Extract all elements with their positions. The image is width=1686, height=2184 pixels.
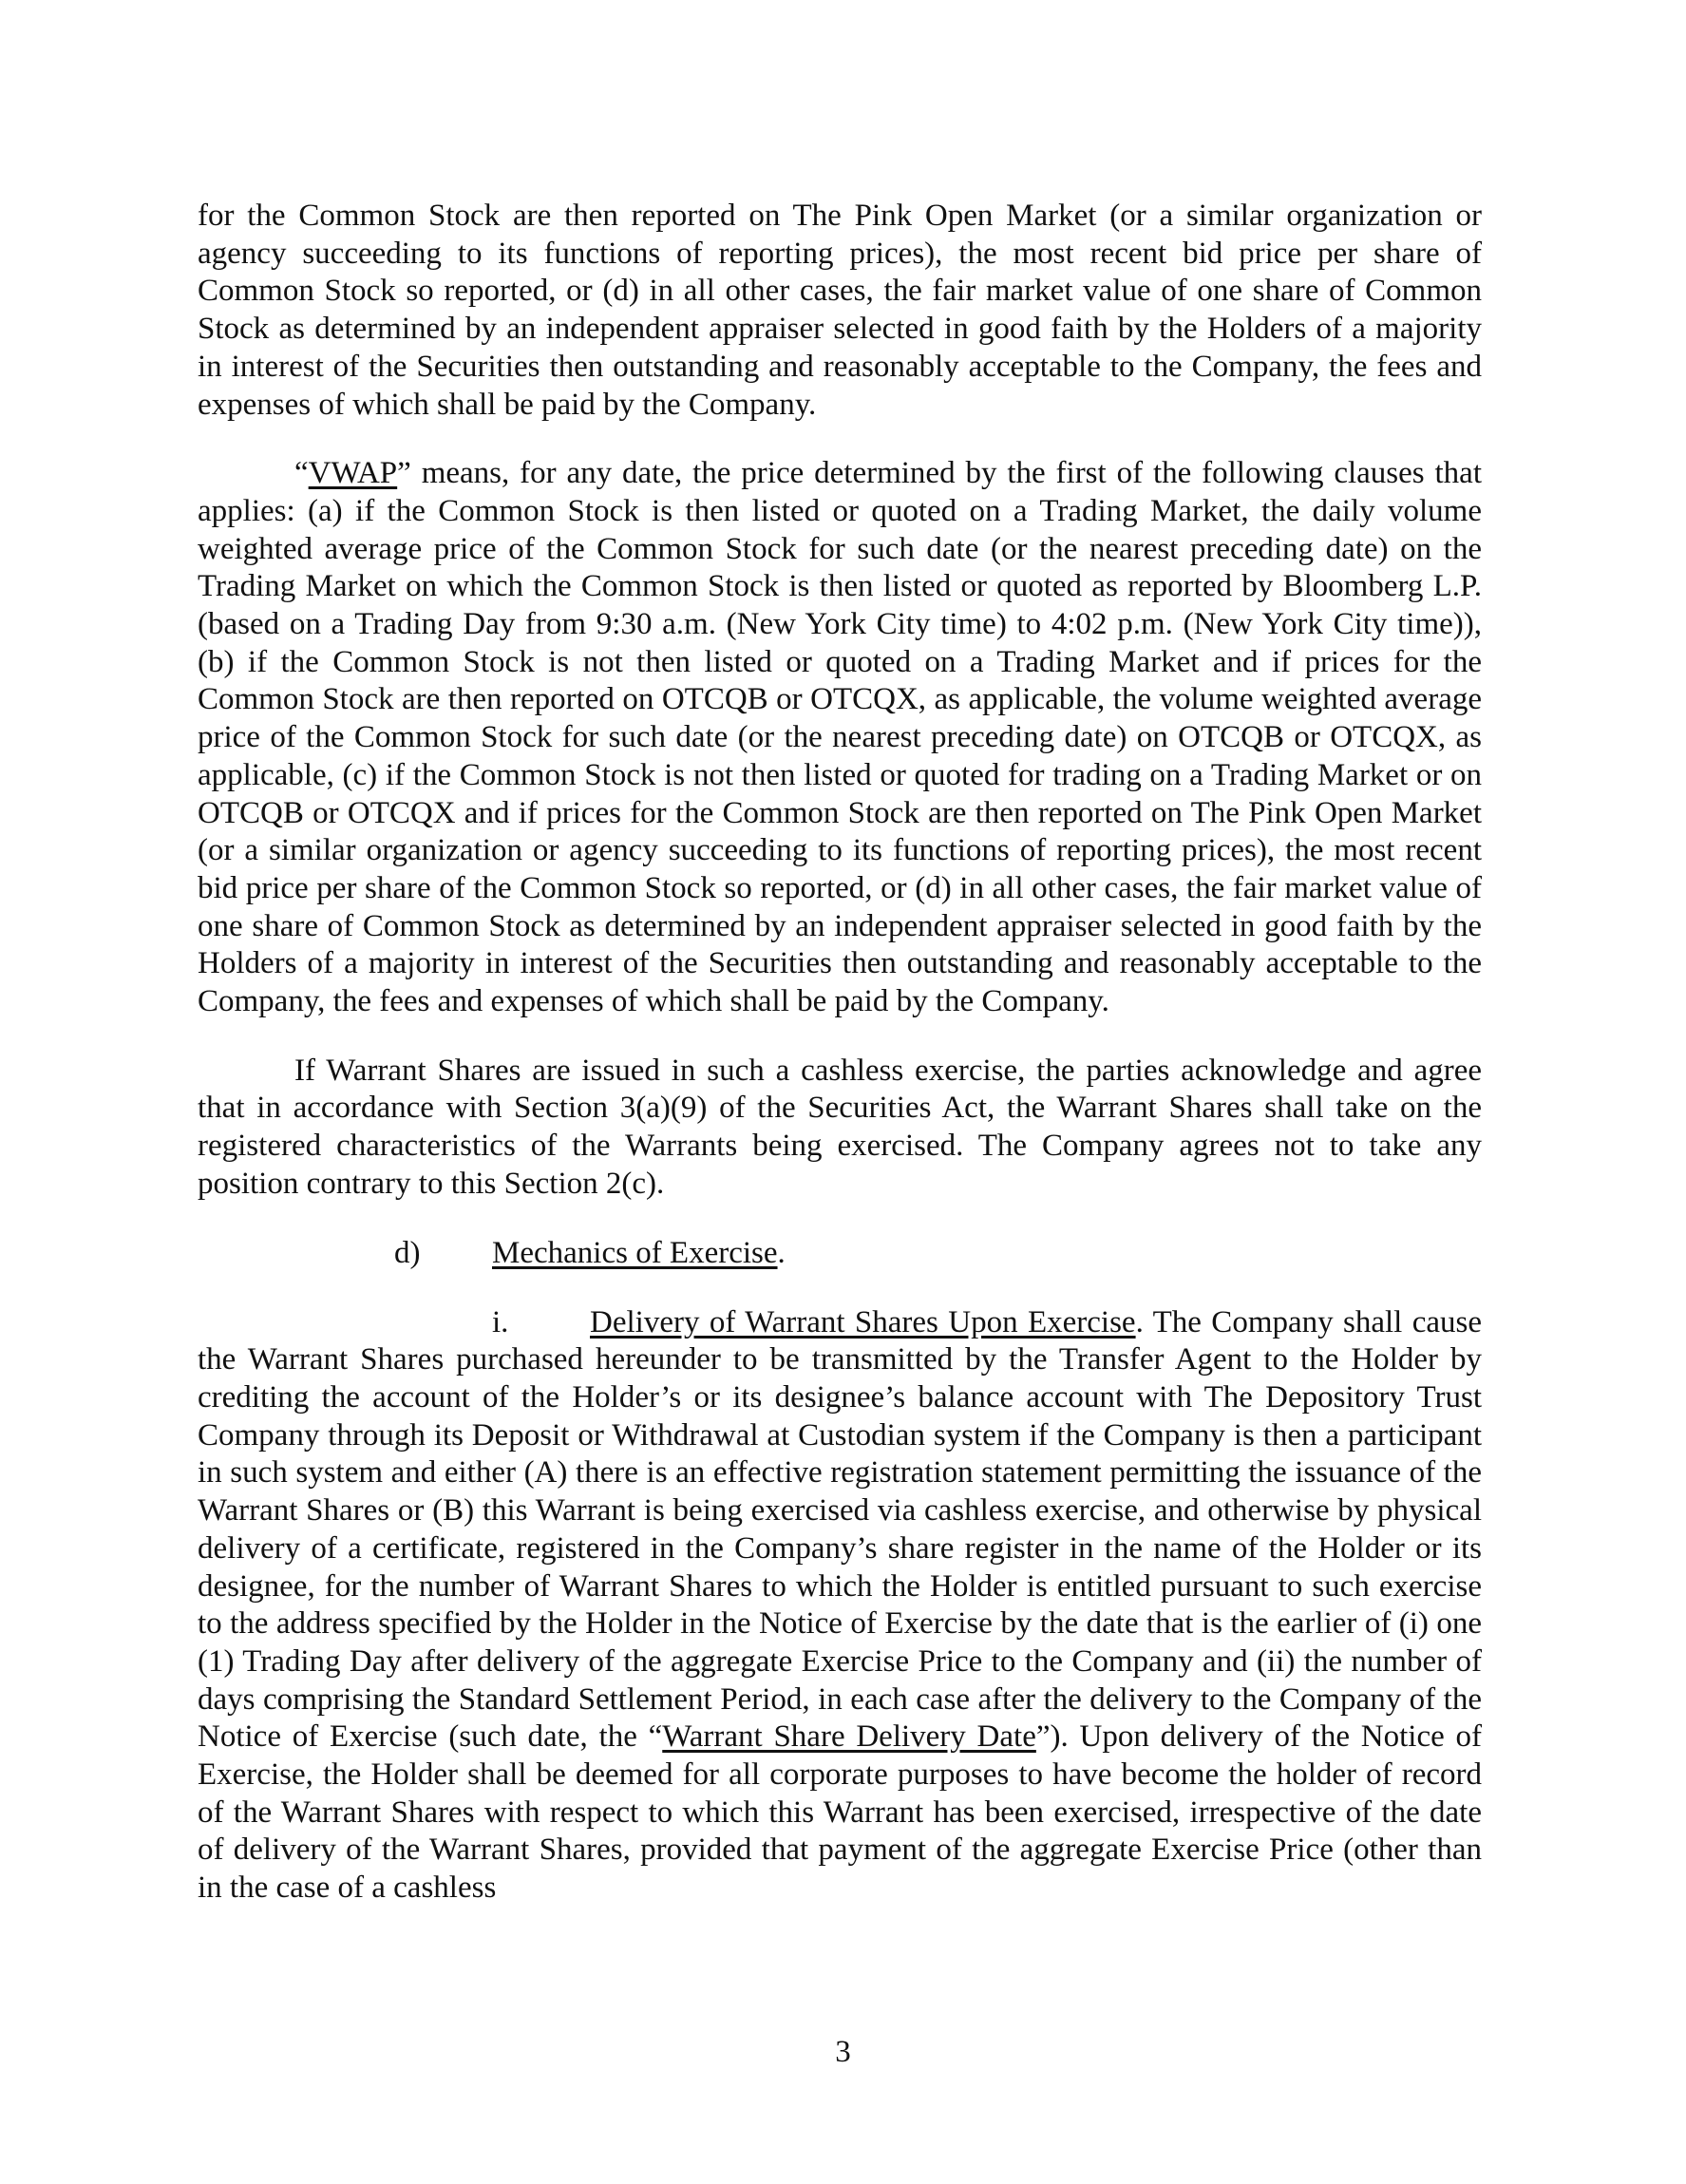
- paragraph-cashless-exercise: [198, 1053, 1482, 1204]
- item-numeral: i.: [492, 1304, 509, 1339]
- paragraph-fair-market-value: [198, 198, 1482, 424]
- section-d-heading: [198, 1235, 1482, 1273]
- item-body-part1: . The Company shall cause the Warrant Shares purchased hereunder to be transmitted by the Transfer Agent to the Holder by crediting the account of the Holder’s or its designee’s balance account with The Depository Trust Company through its Deposit or Withdrawal at Custodian system if the Company is then a participant in such system and either (A) there is an effective registration statement permitting the issuance of the Warrant Shares or (B) this Warrant is being exercised via cashless exercise, and otherwise by physical delivery of a certificate, registered in the Company’s share register in the name of the Holder or its designee, for the number of Warrant Shares to which the Holder is entitled pursuant to such exercise to the address specified by the Holder in the Notice of Exercise by the date that is the earlier of (i) one (1) Trading Day after delivery of the aggregate Exercise Price to the Company and (ii) the number of days comprising the Standard Settlement Period, in each case after the delivery to the Company of the Notice of Exercise (such date, the “: [198, 1304, 1482, 1755]
- paragraph-text: If Warrant Shares are issued in such a cashless exercise, the parties acknowledge and agree that in accordance with Section 3(a)(9) of the Securities Act, the Warrant Shares shall take on the registered characteristics of the Warrants being exercised. The Company agrees not to take any position contrary to this Section 2(c).: [198, 1053, 1482, 1201]
- item-i-delivery-of-warrant-shares: [198, 1304, 1482, 1908]
- paragraph-vwap-definition: [198, 455, 1482, 1021]
- section-number: d): [394, 1235, 421, 1270]
- defined-term-vwap: VWAP: [308, 456, 398, 491]
- item-title: Delivery of Warrant Shares Upon Exercise: [590, 1304, 1136, 1339]
- paragraph-text: for the Common Stock are then reported on The Pink Open Market (or a similar organization or agency succeeding to its functions of reporting prices), the most recent bid price per share of Common Stock so reported, or (d) in all other cases, the fair market value of one share of Common Stock as determined by an independent appraiser selected in good faith by the Holders of a majority in interest of the Securities then outstanding and reasonably acceptable to the Company, the fees and expenses of which shall be paid by the Company.: [198, 199, 1482, 422]
- defined-term-warrant-share-delivery-date: Warrant Share Delivery Date: [662, 1719, 1036, 1755]
- document-page: [198, 198, 1482, 1908]
- section-title-period: .: [777, 1235, 786, 1270]
- section-title-text: Mechanics of Exercise: [492, 1235, 778, 1270]
- open-quote: “: [294, 456, 309, 491]
- paragraph-text: ” means, for any date, the price determined by the first of the following clauses that applies: (a) if the Common Stock is then listed or quoted on a Trading Market, the daily volume weighted average price of the Common Stock for such date (or the nearest preceding date) on the Trading Market on which the Common Stock is then listed or quoted as reported by Bloomberg L.P. (based on a Trading Day from 9:30 a.m. (New York City time) to 4:02 p.m. (New York City time)), (b) if the Common Stock is not then listed or quoted on a Trading Market and if prices for the Common Stock are then reported on OTCQB or OTCQX, as applicable, the volume weighted average price of the Common Stock for such date (or the nearest preceding date) on OTCQB or OTCQX, as applicable, (c) if the Common Stock is not then listed or quoted for trading on a Trading Market or on OTCQB or OTCQX and if prices for the Common Stock are then reported on The Pink Open Market (or a similar organization or agency succeeding to its functions of reporting prices), the most recent bid price per share of the Common Stock so reported, or (d) in all other cases, the fair market value of one share of Common Stock as determined by an independent appraiser selected in good faith by the Holders of a majority in interest of the Securities then outstanding and reasonably acceptable to the Company, the fees and expenses of which shall be paid by the Company.: [198, 456, 1482, 1019]
- page-number: 3: [835, 2035, 851, 2069]
- item-body-part2: ”). Upon delivery of the Notice of Exercise, the Holder shall be deemed for all corporate purposes to have become the holder of record of the Warrant Shares with respect to which this Warrant has been exercised, irrespective of the date of delivery of the Warrant Shares, provided that payment of the aggregate Exercise Price (other than in the case of a cashless: [198, 1719, 1482, 1906]
- section-title: [492, 1235, 786, 1273]
